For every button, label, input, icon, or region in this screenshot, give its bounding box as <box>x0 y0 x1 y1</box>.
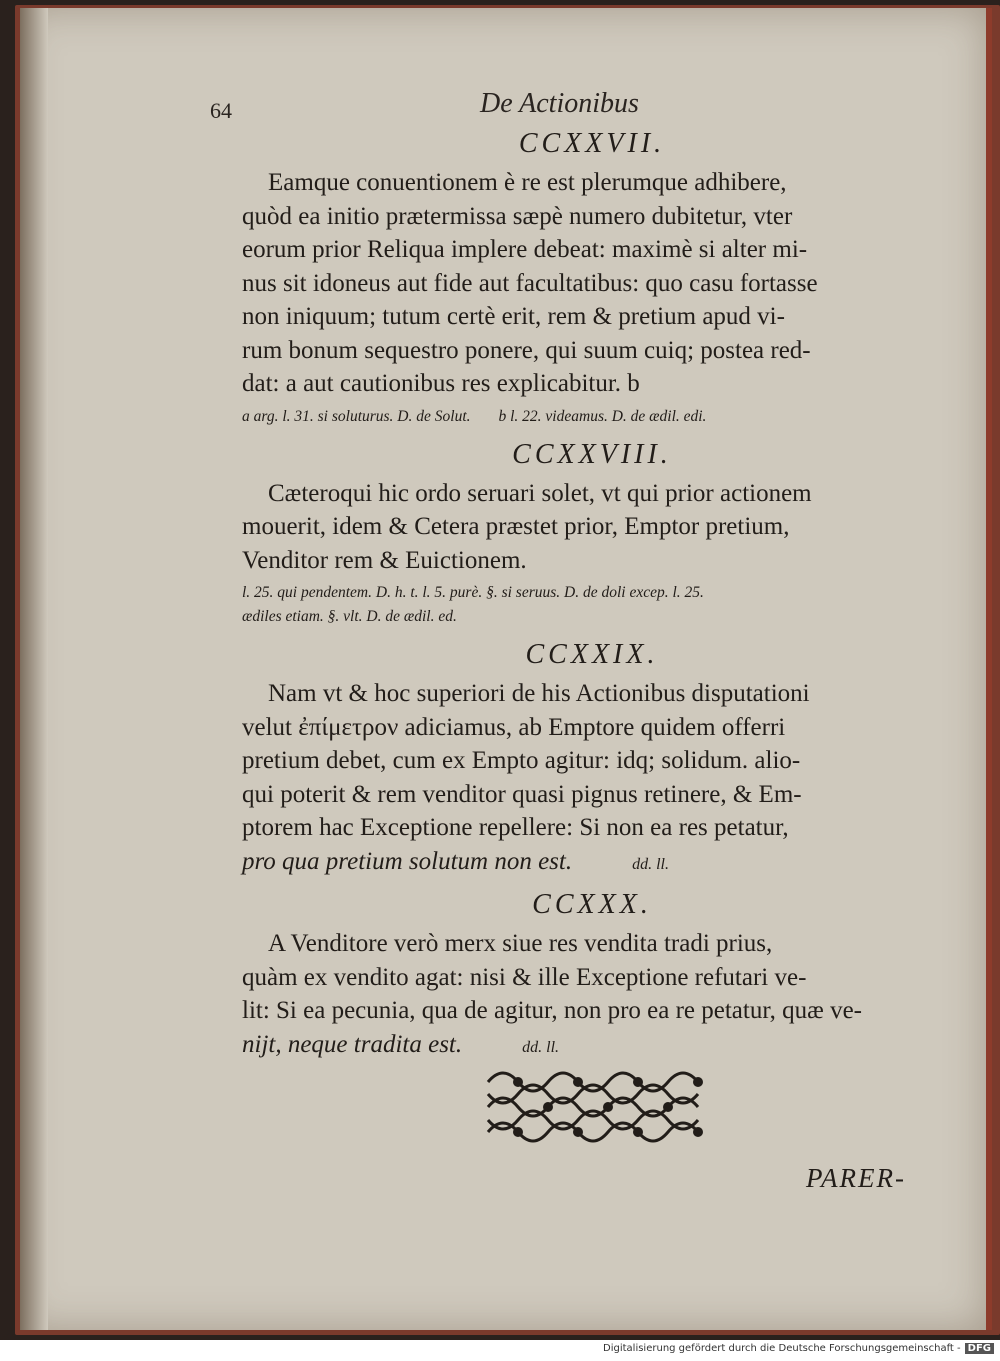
digitization-footer <box>603 1343 994 1359</box>
footer-credit: Digitalisierung gefördert durch die Deutsche Forschungsgemeinschaft - <box>603 1343 961 1354</box>
text-line: quòd ea initio prætermissa sæpè numero dubitetur, vter <box>242 202 793 230</box>
page-number: 64 <box>210 98 232 123</box>
section-paragraph <box>242 677 942 881</box>
text-line: rum bonum sequestro ponere, qui suum cuiq; postea red- <box>242 336 811 364</box>
footnote-b: b l. 22. videamus. D. de ædil. edi. <box>498 407 707 425</box>
text-line: qui poterit & rem venditor quasi pignus retinere, & Em- <box>242 780 802 808</box>
dfg-logo: DFG <box>965 1343 994 1354</box>
text-line: mouerit, idem & Cetera præstet prior, Emptor pretium, <box>242 513 790 540</box>
text-line: lit: Si ea pecunia, qua de agitur, non pro ea re petatur, quæ ve- <box>242 997 863 1024</box>
reference: dd. ll. <box>632 855 669 873</box>
decorative-tailpiece-icon <box>478 1062 726 1152</box>
footnote <box>242 405 942 429</box>
footnote-a: a arg. l. 31. si soluturus. D. de Solut. <box>242 407 471 425</box>
section-heading: CCXXVII. <box>518 128 666 159</box>
running-title: De Actionibus <box>480 88 639 119</box>
text-line: pro qua pretium solutum non est. <box>242 847 573 875</box>
footnote <box>242 581 942 629</box>
section-heading: CCXXIX. <box>525 639 659 670</box>
page-header <box>210 88 670 128</box>
text-line: ptorem hac Exceptione repellere: Si non ea res petatur, <box>242 814 789 841</box>
text-line: quàm ex vendito agat: nisi & ille Exceptione refutari ve- <box>242 963 807 991</box>
footnote-line: l. 25. qui pendentem. D. h. t. l. 5. purè. §. si seruus. D. de doli excep. l. 25. <box>242 584 704 601</box>
text-line: dat: a aut cautionibus res explicabitur. b <box>242 370 640 397</box>
section-heading: CCXXVIII. <box>512 438 672 470</box>
text-line: eorum prior Reliqua implere debeat: maximè si alter mi- <box>242 236 808 263</box>
text-line: Eamque conuentionem è re est plerumque adhibere, <box>268 169 787 196</box>
text-line: nus sit idoneus aut fide aut facultatibus: quo casu fortasse <box>242 269 818 297</box>
text-line: Nam vt & hoc superiori de his Actionibus disputationi <box>268 680 810 707</box>
footnote-line: ædiles etiam. §. vlt. D. de ædil. ed. <box>242 608 457 625</box>
section-paragraph <box>242 166 942 401</box>
page-gutter <box>20 8 48 1330</box>
catchword: PARER- <box>806 1163 906 1193</box>
reference: dd. ll. <box>522 1038 560 1056</box>
text-line: Cæteroqui hic ordo seruari solet, vt qui prior actionem <box>268 479 812 507</box>
text-line: nijt, neque tradita est. <box>242 1030 463 1058</box>
text-line: Venditor rem & Euictionem. <box>242 546 527 574</box>
section-heading: CCXXX. <box>532 889 652 920</box>
text-line: non iniquum; tutum certè erit, rem & pretium apud vi- <box>242 303 785 330</box>
text-line: velut ἐπίμετρον adiciamus, ab Emptore quidem offerri <box>242 713 786 741</box>
section-paragraph <box>242 477 942 578</box>
text-line: pretium debet, cum ex Empto agitur: idq; solidum. alio- <box>242 747 801 774</box>
page-body <box>242 128 942 1064</box>
section-paragraph <box>242 927 942 1064</box>
text-line: A Venditore verò merx siue res vendita tradi prius, <box>268 930 773 957</box>
